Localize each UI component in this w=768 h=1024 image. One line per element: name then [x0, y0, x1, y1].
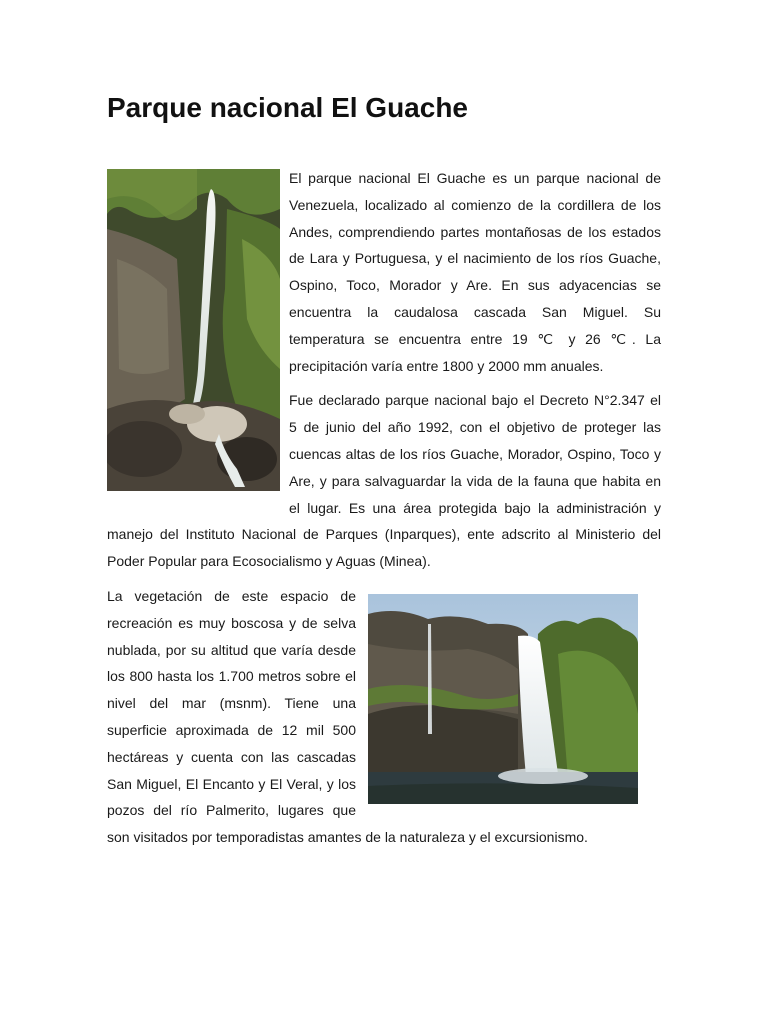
waterfall-photo-left: [107, 169, 280, 491]
article-body: [107, 165, 661, 859]
paragraph-vegetation: La vegetación de este espacio de recreación es muy boscosa y de selva nublada, por su altitud que varía desde los 800 hasta los 1.700 metros sobre el nivel del mar (msnm). Tiene una superficie aproximada de 12 mil 500 hectáreas y cuenta con las cascadas San Miguel, El Encanto y El Veral, y los pozos del río Palmerito, lugares que son visitados por temporadistas amantes de la naturaleza y el excursionismo.: [107, 587, 588, 846]
waterfall-photo-right: [368, 594, 638, 804]
paragraph-intro: El parque nacional El Guache es un parque nacional de Venezuela, localizado al comienzo de la cordillera de los Andes, comprendiendo partes montañosas de los estados de Lara y Portuguesa, y el nacimiento de los ríos Guache, Ospino, Toco, Morador y Are. En sus adyacencias se encuentra la caudalosa cascada San Miguel. Su temperatura se encuentra entre 19 ℃ y 26 ℃. La precipitación varía entre 1800 y 2000 mm anuales.: [289, 170, 661, 374]
paragraph-decree: Fue declarado parque nacional bajo el Decreto N°2.347 el 5 de junio del año 1992, con el objetivo de proteger las cuencas altas de los ríos Guache, Morador, Ospino, Toco y Are, y para salvaguardar la vida de la fauna que habita en el lugar. Es una área protegida bajo la administración y manejo del Instituto Nacional de Parques (Inparques), ente adscrito al Ministerio del Poder Popular para Ecosocialismo y Aguas (Minea).: [107, 392, 661, 570]
page-title: Parque nacional El Guache: [107, 92, 469, 123]
